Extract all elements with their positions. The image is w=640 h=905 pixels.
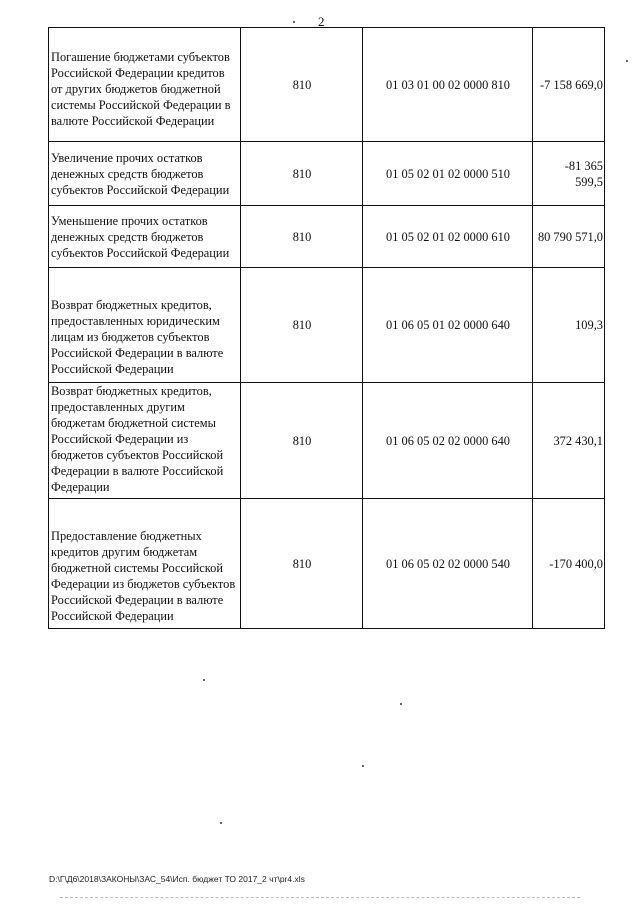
row-name: Погашение бюджетами субъектов Российской Федерации кредитов от других бюджетов бюджетной системы Российской Федерации в валюте Российской Федерации [49,28,241,142]
table-row [49,142,605,206]
amount: -170 400,0 [533,499,605,629]
classification-code: 01 05 02 01 02 0000 510 [363,142,533,206]
table-row [49,268,605,383]
admin-code: 810 [241,499,363,629]
amount: -81 365 599,5 [533,142,605,206]
amount: -7 158 669,0 [533,28,605,142]
table-row [49,206,605,268]
row-name: Уменьшение прочих остатков денежных средств бюджетов субъектов Российской Федерации [49,206,241,268]
admin-code: 810 [241,383,363,499]
row-name: Предоставление бюджетных кредитов другим бюджетам бюджетной системы Российской Федерации из бюджетов субъектов Российской Федерации в валюте Российской Федерации [49,499,241,629]
admin-code: 810 [241,206,363,268]
scan-dot [220,822,222,824]
row-name: Возврат бюджетных кредитов, предоставленных юридическим лицам из бюджетов субъектов Российской Федерации в валюте Российской Федерации [49,268,241,383]
scan-edge [60,897,580,899]
amount: 80 790 571,0 [533,206,605,268]
admin-code: 810 [241,268,363,383]
admin-code: 810 [241,28,363,142]
scan-dot [362,765,364,767]
table-row [49,499,605,629]
admin-code: 810 [241,142,363,206]
classification-code: 01 03 01 00 02 0000 810 [363,28,533,142]
classification-code: 01 06 05 02 02 0000 540 [363,499,533,629]
table-row [49,383,605,499]
file-path-footer: D:\Г\Д6\2018\ЗАКОНЫ\ЗАС_54\Исп. бюджет ТО 2017_2 чт\pr4.xls [49,874,305,884]
row-name: Увеличение прочих остатков денежных средств бюджетов субъектов Российской Федерации [49,142,241,206]
page-number: 2 [318,14,325,29]
amount: 372 430,1 [533,383,605,499]
amount: 109,3 [533,268,605,383]
classification-code: 01 06 05 02 02 0000 640 [363,383,533,499]
scan-dot [400,703,402,705]
classification-code: 01 05 02 01 02 0000 610 [363,206,533,268]
budget-sources-table [48,27,605,629]
scan-dot [626,60,628,62]
scan-dot [203,679,205,681]
scan-dot [293,21,295,23]
classification-code: 01 06 05 01 02 0000 640 [363,268,533,383]
table-row [49,28,605,142]
row-name: Возврат бюджетных кредитов, предоставленных другим бюджетам бюджетной системы Российской Федерации из бюджетов субъектов Российской Федерации в валюте Российской Федерации [49,383,241,499]
